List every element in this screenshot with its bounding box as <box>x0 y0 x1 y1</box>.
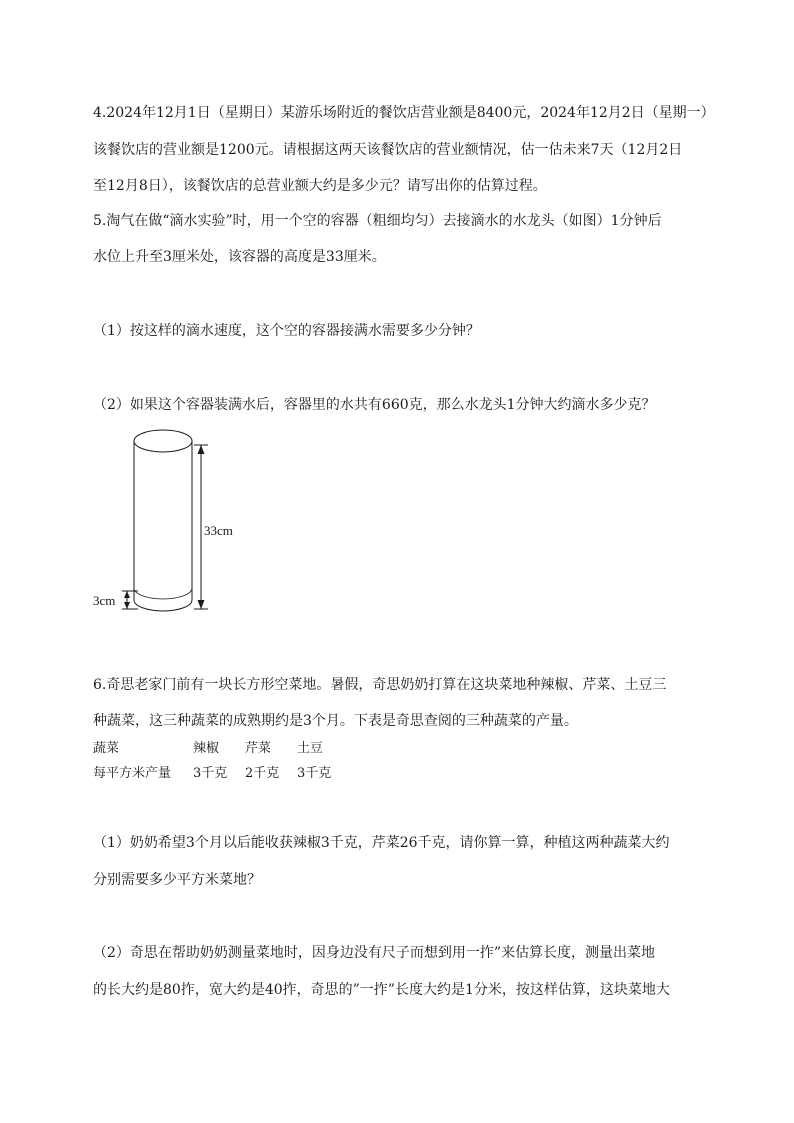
table-cell: 3千克 <box>193 766 228 781</box>
water-level-arc <box>134 588 192 599</box>
q6-subquestion-2-line-2: 的长大约是80拃，宽大约是40拃，奇思的”一拃”长度大约是1分米，按这样估算，这块菜地大 <box>93 982 670 998</box>
water-label: 3cm <box>93 593 116 608</box>
table-header-cell: 蔬菜 <box>93 741 120 756</box>
q6-line-2: 种蔬菜，这三种蔬菜的成熟期约是3个月。下表是奇思查阅的三种蔬菜的产量。 <box>93 713 578 729</box>
table-cell: 每平方米产量 <box>93 766 172 781</box>
q5-line-1: 5.淘气在做“滴水实验”时，用一个空的容器（粗细均匀）去接滴水的水龙头（如图）1分钟后 <box>93 213 662 229</box>
table-header-cell: 芹菜 <box>245 741 272 756</box>
q5-subquestion-2: （2）如果这个容器装满水后，容器里的水共有660克，那么水龙头1分钟大约滴水多少克？ <box>93 397 656 413</box>
cylinder-bottom-arc <box>134 600 192 611</box>
table-cell: 3千克 <box>297 766 332 781</box>
q5-line-2: 水位上升至3厘米处，该容器的高度是33厘米。 <box>93 249 386 265</box>
height-arrow-down <box>198 600 205 609</box>
cylinder-diagram <box>90 425 233 620</box>
table-cell: 2千克 <box>245 766 280 781</box>
q6-line-1: 6.奇思老家门前有一块长方形空菜地。暑假，奇思奶奶打算在这块菜地种辣椒、芹菜、土豆三 <box>93 677 667 693</box>
q4-line-3: 至12月8日），该餐饮店的总营业额大约是多少元？请写出你的估算过程。 <box>93 178 547 194</box>
height-arrow-up <box>198 445 205 454</box>
cylinder-figure <box>90 425 233 620</box>
water-arrow-up <box>124 591 130 598</box>
q4-line-2: 该餐饮店的营业额是1200元。请根据这两天该餐饮店的营业额情况，估一估未来7天（12月2日 <box>93 142 683 158</box>
q4-line-1: 4.2024年12月1日（星期日）某游乐场附近的餐饮店营业额是8400元，2024年12月2日（星期一） <box>93 105 715 121</box>
table-header-cell: 土豆 <box>297 741 324 756</box>
table-header-cell: 辣椒 <box>193 741 220 756</box>
q6-subquestion-2-line-1: （2）奇思在帮助奶奶测量菜地时，因身边没有尺子而想到用一拃”来估算长度，测量出菜地 <box>93 945 656 961</box>
height-label: 33cm <box>204 523 233 538</box>
cylinder-top-ellipse <box>134 430 192 452</box>
q5-subquestion-1: （1）按这样的滴水速度，这个空的容器接满水需要多少分钟？ <box>93 323 480 339</box>
q6-subquestion-1-line-2: 分别需要多少平方米菜地？ <box>93 872 261 888</box>
q6-subquestion-1-line-1: （1）奶奶希望3个月以后能收获辣椒3千克，芹菜26千克，请你算一算，种植这两种蔬菜大约 <box>93 835 670 851</box>
water-arrow-down <box>124 602 130 609</box>
